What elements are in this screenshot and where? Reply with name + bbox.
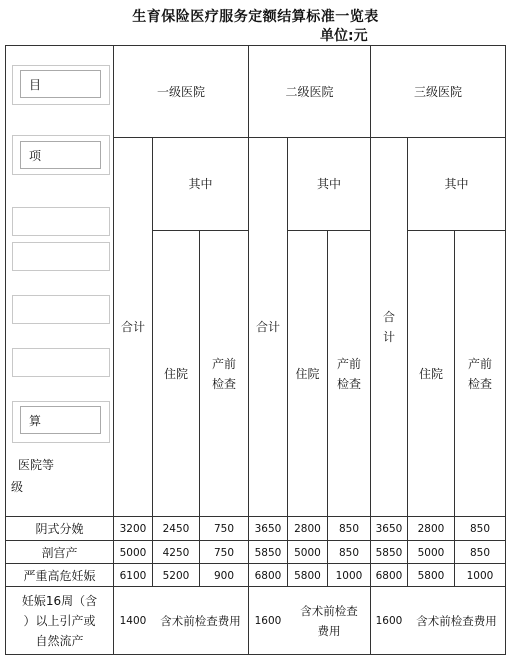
corner-box-category: 项 xyxy=(20,141,101,169)
table-cell: 750 xyxy=(213,546,235,559)
abortion-total-2: 1600 xyxy=(254,615,282,627)
corner-label-line1: 医院等 xyxy=(18,458,55,472)
total-header-3-line1: 合 xyxy=(382,310,395,324)
table-cell: 900 xyxy=(213,569,235,582)
sub-header-1: 其中 xyxy=(188,177,213,191)
prenatal-header-3-line1: 产前 xyxy=(467,356,492,371)
row-label-abortion xyxy=(6,587,113,655)
corner-frame xyxy=(12,242,110,271)
table-cell: 6100 xyxy=(119,569,147,582)
prenatal-header-2 xyxy=(328,231,370,516)
table-cell: 5850 xyxy=(375,546,403,559)
abortion-note-2-line2: 费用 xyxy=(317,624,341,638)
table-cell: 850 xyxy=(338,522,360,535)
prenatal-header-2-line2: 检查 xyxy=(336,376,361,391)
prenatal-header-3 xyxy=(455,231,505,516)
sub-header-3: 其中 xyxy=(444,177,469,191)
prenatal-header-1-line2: 检查 xyxy=(211,376,236,391)
corner-frame xyxy=(12,295,110,324)
hospital-level-3: 三级医院 xyxy=(413,84,462,99)
table-cell: 850 xyxy=(469,546,491,559)
hospital-level-1: 一级医院 xyxy=(156,84,205,99)
sub-header-2: 其中 xyxy=(316,177,341,191)
row-label-abortion-line2: ）以上引产或 xyxy=(23,614,96,628)
table-cell: 850 xyxy=(469,522,491,535)
total-header-1: 合计 xyxy=(120,320,145,334)
table-cell: 3200 xyxy=(119,522,147,535)
abortion-note-3: 含术前检查费用 xyxy=(416,614,497,628)
total-header-3-line2: 计 xyxy=(382,330,395,344)
corner-box-calc: 算 xyxy=(20,406,101,434)
table-cell: 5000 xyxy=(294,546,321,559)
row-label: 阴式分娩 xyxy=(35,521,84,536)
table-cell: 5200 xyxy=(162,569,190,582)
table-cell: 6800 xyxy=(375,569,403,582)
abortion-note-2 xyxy=(288,587,370,655)
abortion-total-1: 1400 xyxy=(119,615,147,627)
table-cell: 2800 xyxy=(417,522,445,535)
table-cell: 5800 xyxy=(417,569,445,582)
table-cell: 4250 xyxy=(162,546,190,559)
table-cell: 5000 xyxy=(417,546,445,559)
abortion-note-1: 含术前检查费用 xyxy=(160,614,241,628)
table-cell: 5000 xyxy=(119,546,147,559)
table-cell: 750 xyxy=(213,522,235,535)
table-cell: 5850 xyxy=(254,546,282,559)
prenatal-header-2-line1: 产前 xyxy=(336,356,361,371)
abortion-total-3: 1600 xyxy=(375,615,403,627)
prenatal-header-1-line1: 产前 xyxy=(211,356,236,371)
table-cell: 5800 xyxy=(294,569,321,582)
corner-label-line2: 级 xyxy=(11,480,24,494)
table-cell: 2800 xyxy=(294,522,321,535)
abortion-note-2-line1: 含术前检查 xyxy=(300,604,358,618)
corner-box-item: 目 xyxy=(20,70,101,98)
inpatient-header-3: 住院 xyxy=(418,366,443,381)
table-cell: 2450 xyxy=(162,522,190,535)
page-title: 生育保险医疗服务定额结算标准一览表 xyxy=(132,9,379,25)
table-cell: 1000 xyxy=(335,569,363,582)
hospital-level-2: 二级医院 xyxy=(285,84,334,99)
table-cell: 850 xyxy=(338,546,360,559)
table-cell: 1000 xyxy=(466,569,494,582)
row-label: 严重高危妊娠 xyxy=(23,568,96,583)
corner-frame xyxy=(12,207,110,236)
table-cell: 3650 xyxy=(254,522,282,535)
table-cell: 3650 xyxy=(375,522,403,535)
row-label-abortion-line3: 自然流产 xyxy=(35,634,84,648)
inpatient-header-2: 住院 xyxy=(295,366,320,381)
prenatal-header-3-line2: 检查 xyxy=(467,376,492,391)
row-label-abortion-line1: 妊娠16周（含 xyxy=(21,594,98,608)
inpatient-header-1: 住院 xyxy=(163,366,188,381)
corner-frame xyxy=(12,348,110,377)
unit-label: 单位:元 xyxy=(320,28,368,44)
row-label: 剖宫产 xyxy=(41,545,78,560)
prenatal-header-1 xyxy=(200,231,248,516)
table-cell: 6800 xyxy=(254,569,282,582)
total-header-3 xyxy=(371,138,407,516)
total-header-2: 合计 xyxy=(255,320,280,334)
